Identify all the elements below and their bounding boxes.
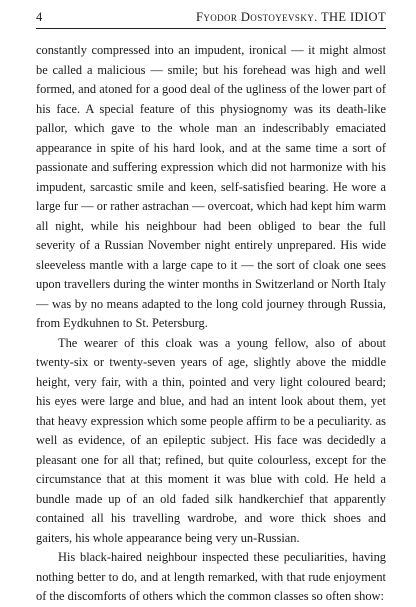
paragraph: His black-haired neighbour inspected these peculiarities, having nothing better to do, and at length remarked, with that rude enjoyment of the discomforts of others which the common classes so often show: [36, 550, 386, 603]
page-body [36, 41, 386, 607]
page-number: 4 [36, 10, 43, 24]
paragraph-continued: constantly compressed into an impudent, ironical — it might almost be called a malicious — smile; but his forehead was high and well formed, and atoned for a good deal of the ugliness of the lower part of his face. A special feature of this physiognomy was its death-like pallor, which gave to the whole man an indescribably emaciated appearance in spite of his hard look, and at the same time a sort of passionate and suffering expression which did not harmonize with his impudent, sarcastic smile and keen, self-satisfied bearing. He wore a large fur — or rather astrachan — overcoat, which had kept him warm all night, while his neighbour had been obliged to bear the full severity of a Russian November night entirely unprepared. His wide sleeveless mantle with a large cape to it — the sort of cloak one sees upon travellers during the winter months in Switzerland or North Italy — was by no means adapted to the long cold journey through Russia, from Eydkuhnen to St. Petersburg. [36, 43, 386, 330]
paragraph: The wearer of this cloak was a young fellow, also of about twenty-six or twenty-seven years of age, slightly above the middle height, very fair, with a thin, pointed and very light coloured beard; his eyes were large and blue, and had an intent look about them, yet that heavy expression which some people affirm to be a peculiarity. as well as evidence, of an epileptic subject. His face was decidedly a pleasant one for all that; refined, but quite colourless, except for the circumstance that at this moment it was blue with cold. He held a bundle made up of an old faded silk handkerchief that apparently contained all his travelling wardrobe, and wore thick shoes and gaiters, his whole appearance being very un-Russian. [36, 335, 386, 545]
book-page [36, 10, 386, 607]
running-title: Fyodor Dostoyevsky. THE IDIOT [195, 10, 386, 24]
running-header [36, 10, 386, 29]
